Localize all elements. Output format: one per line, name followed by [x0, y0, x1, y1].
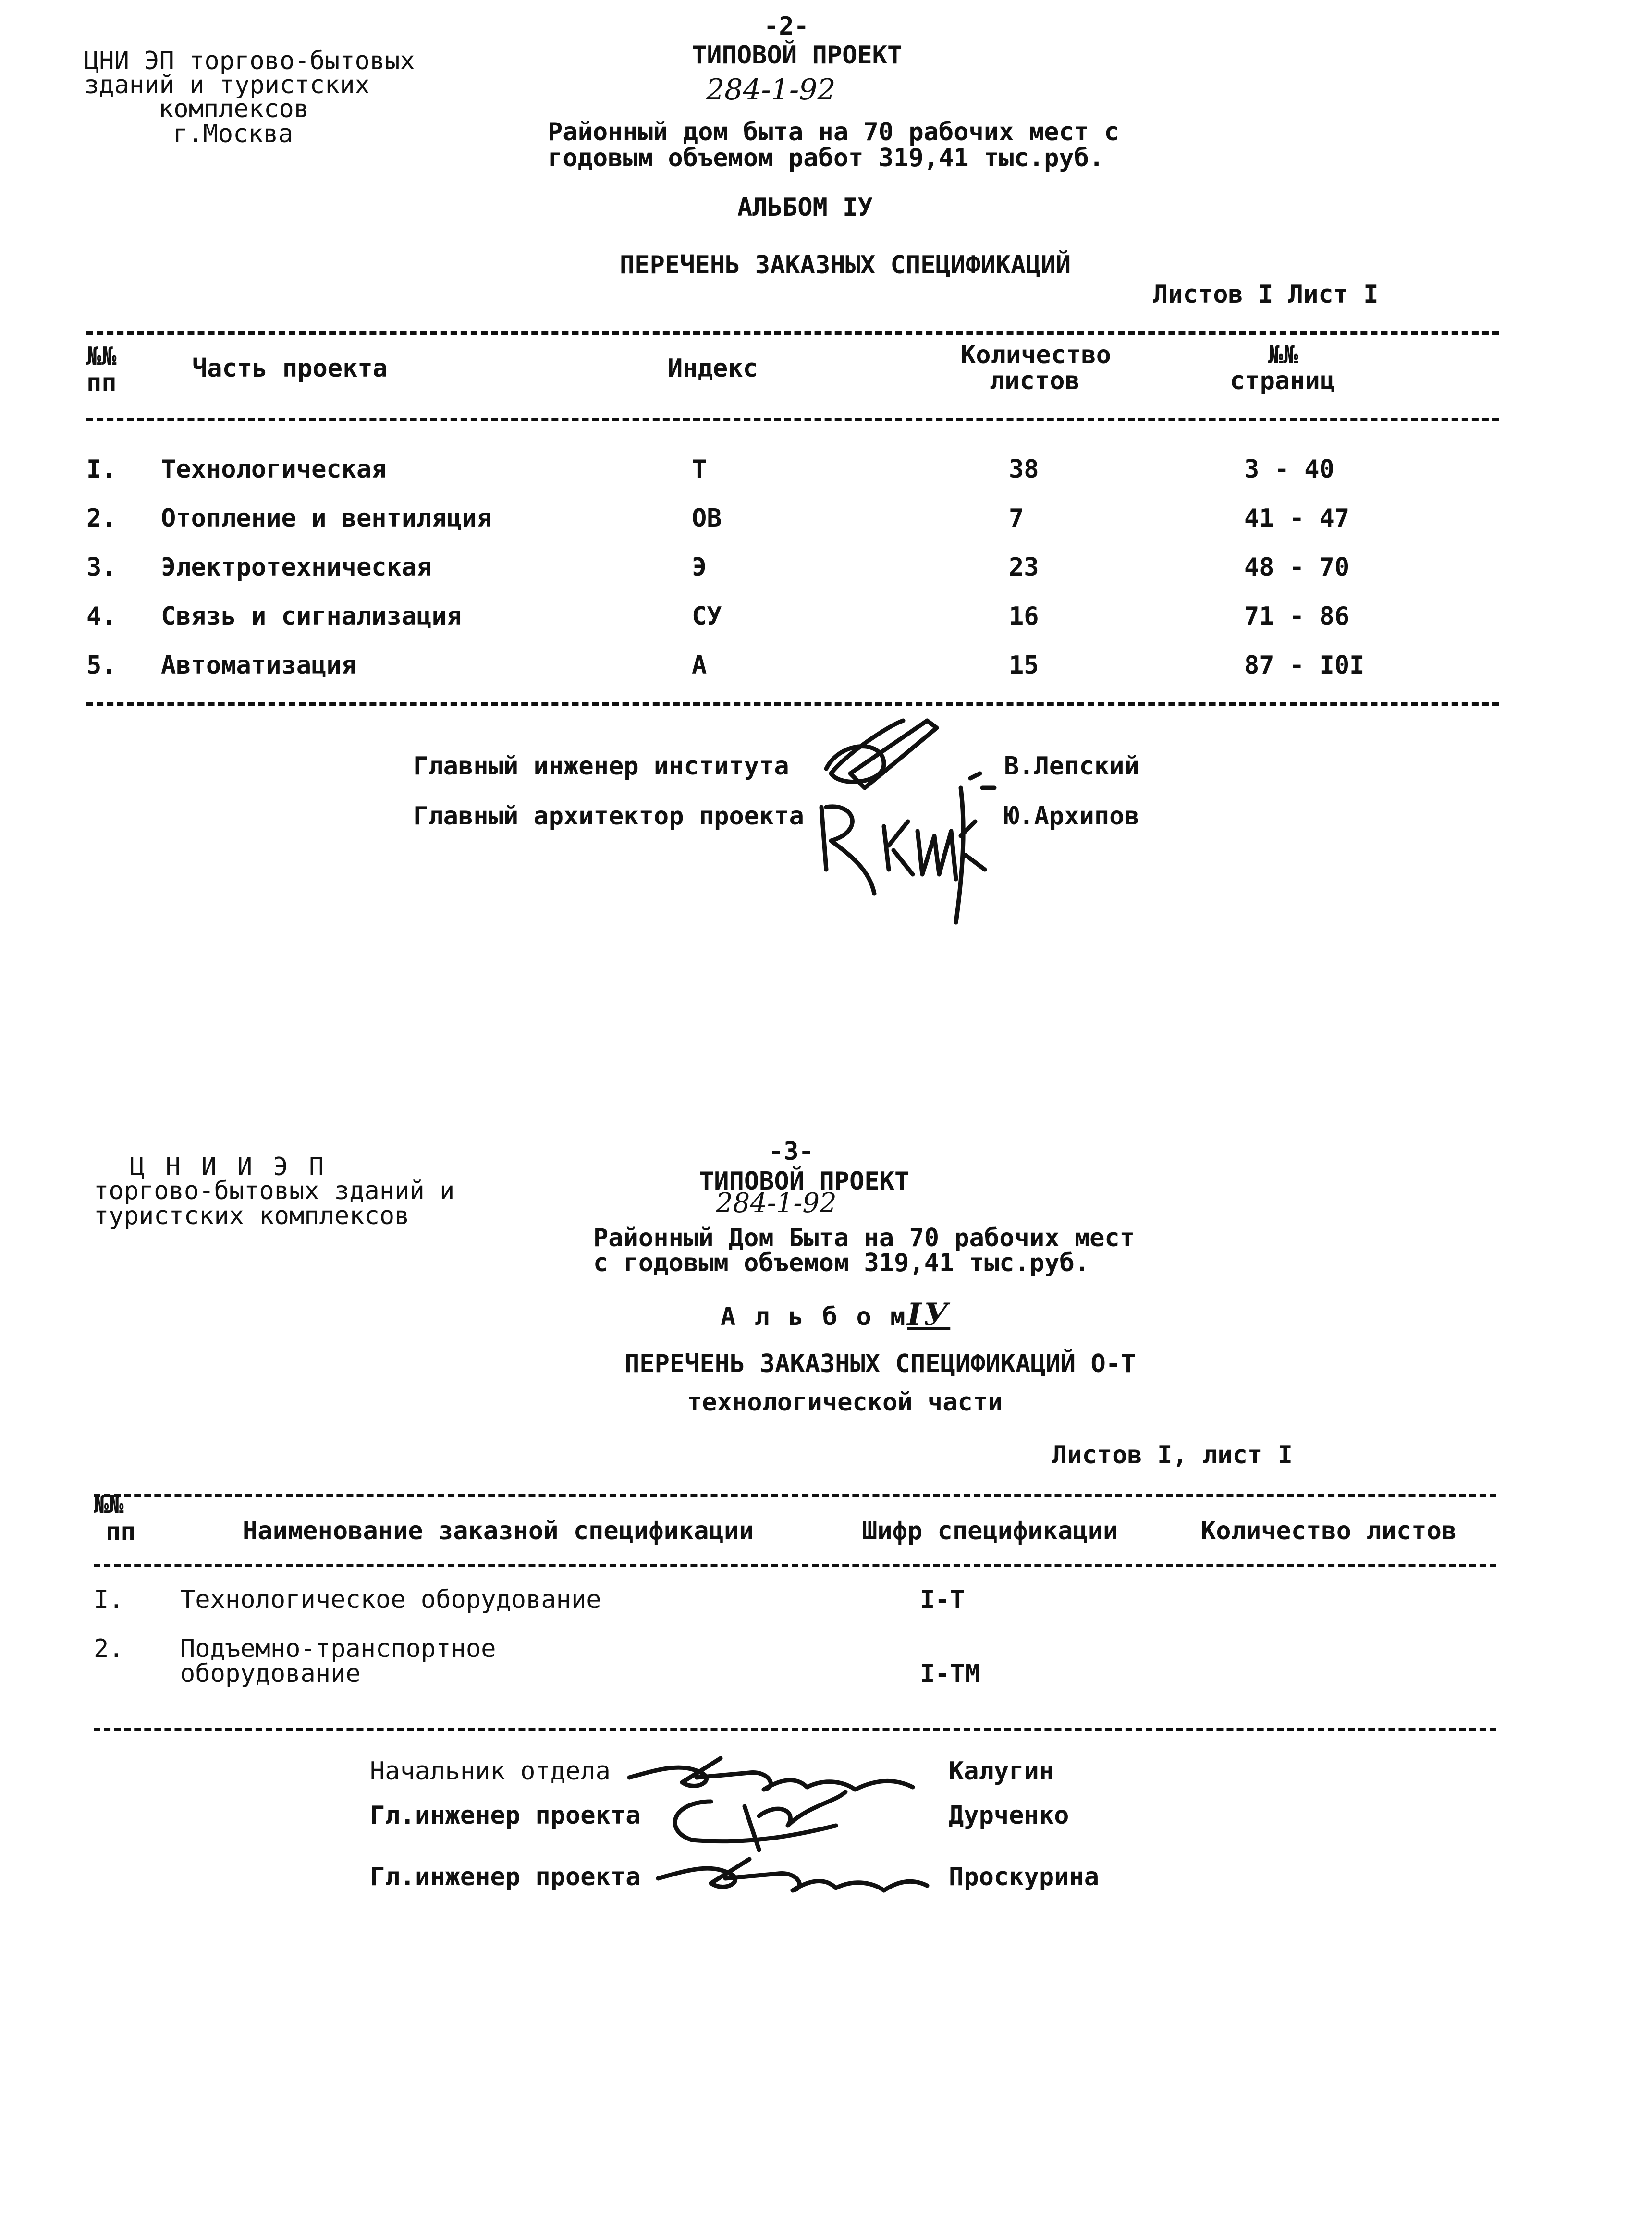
row-code: I-Т [920, 1585, 965, 1614]
row-part: Электротехническая [161, 553, 432, 582]
row-name: Подъемно-транспортное [180, 1634, 496, 1663]
description-line: Районный Дом Быта на 70 рабочих мест [593, 1224, 1135, 1252]
table-rule [94, 1494, 1496, 1497]
description-line: с годовым объемом 319,41 тыс.руб. [593, 1249, 1090, 1277]
album-title [721, 1297, 951, 1333]
row-part: Связь и сигнализация [161, 602, 462, 631]
row-pages: 87 - I0I [1244, 651, 1365, 680]
project-type: ТИПОВОЙ ПРОЕКТ [699, 1167, 910, 1196]
row-index: Т [692, 455, 707, 484]
header-name: Наименование заказной спецификации [243, 1517, 754, 1545]
list-title: ПЕРЕЧЕНЬ ЗАКАЗНЫХ СПЕЦИФИКАЦИЙ [620, 251, 1071, 280]
row-index: СУ [692, 602, 722, 631]
table-rule [86, 702, 1499, 706]
row-pages: 41 - 47 [1244, 504, 1350, 533]
project-code: 284-1-92 [706, 73, 836, 107]
signature-role: Гл.инженер проекта [370, 1801, 641, 1830]
org-line: торгово-бытовых зданий и [94, 1177, 455, 1205]
signature-role: Главный архитектор проекта [413, 802, 804, 831]
header-num: №№ [94, 1490, 124, 1519]
row-part: Автоматизация [161, 651, 356, 680]
project-code: 284-1-92 [716, 1188, 837, 1219]
row-qty: 7 [1009, 504, 1024, 533]
signature-role: Гл.инженер проекта [370, 1863, 641, 1891]
album-title: АЛЬБОМ IУ [737, 193, 873, 222]
header-num: пп [106, 1518, 136, 1546]
row-qty: 15 [1009, 651, 1039, 680]
org-line: туристских комплексов [94, 1202, 410, 1230]
page-number: -3- [769, 1137, 814, 1166]
row-code: I-ТМ [920, 1659, 980, 1688]
table-rule [86, 418, 1499, 421]
signature-name: Дурченко [949, 1801, 1069, 1830]
row-part: Отопление и вентиляция [161, 504, 492, 533]
row-name: оборудование [180, 1659, 361, 1688]
row-pages: 48 - 70 [1244, 553, 1350, 582]
header-part: Часть проекта [192, 354, 388, 383]
signature-role: Начальник отдела [370, 1757, 611, 1786]
table-rule [94, 1564, 1496, 1567]
description-line: годовым объемом работ 319,41 тыс.руб. [548, 144, 1104, 172]
header-pages: страниц [1230, 367, 1335, 395]
row-num: I. [86, 455, 117, 484]
row-num: 2. [94, 1634, 124, 1663]
signature-name: Проскурина [949, 1863, 1100, 1891]
signature-name: Ю.Архипов [1004, 802, 1139, 831]
signature-role: Главный инженер института [413, 752, 789, 781]
header-code: Шифр спецификации [862, 1517, 1118, 1545]
album-number: IУ [907, 1297, 951, 1333]
handwritten-signature [653, 1787, 884, 1859]
list-subtitle: технологической части [687, 1388, 1003, 1417]
header-qty: Количество [961, 341, 1112, 369]
description-line: Районный дом быта на 70 рабочих мест с [548, 118, 1119, 147]
sheet-count: Листов I Лист I [1153, 280, 1379, 309]
header-qty: Количество листов [1201, 1517, 1457, 1545]
row-name: Технологическое оборудование [180, 1585, 601, 1614]
table-rule [86, 331, 1499, 335]
page-number: -2- [764, 12, 809, 41]
row-pages: 71 - 86 [1244, 602, 1350, 631]
list-title: ПЕРЕЧЕНЬ ЗАКАЗНЫХ СПЕЦИФИКАЦИЙ О-Т [624, 1349, 1136, 1378]
row-qty: 38 [1009, 455, 1039, 484]
header-num: №№ [86, 342, 117, 371]
handwritten-signature [653, 1850, 932, 1902]
row-index: Э [692, 553, 707, 582]
org-line: Ц Н И И Э П [130, 1153, 327, 1181]
org-line: зданий и туристских [84, 71, 370, 99]
row-num: 3. [86, 553, 117, 582]
project-type: ТИПОВОЙ ПРОЕКТ [692, 41, 903, 70]
table-rule [94, 1728, 1496, 1731]
org-line: ЦНИ ЭП торгово-бытовых [84, 47, 415, 75]
header-num: пп [86, 368, 117, 397]
row-num: 4. [86, 602, 117, 631]
row-num: I. [94, 1585, 124, 1614]
row-qty: 23 [1009, 553, 1039, 582]
signature-name: Калугин [949, 1757, 1054, 1786]
handwritten-signature [812, 711, 1004, 932]
header-qty: листов [990, 367, 1080, 395]
row-num: 5. [86, 651, 117, 680]
row-qty: 16 [1009, 602, 1039, 631]
row-index: А [692, 651, 707, 680]
album-label: А л ь б о м [721, 1302, 907, 1331]
header-pages: №№ [1268, 341, 1298, 369]
org-line: г.Москва [173, 120, 294, 148]
row-part: Технологическая [161, 455, 387, 484]
signature-name: В.Лепский [1004, 752, 1139, 781]
row-index: ОВ [692, 504, 722, 533]
sheet-count: Листов I, лист I [1052, 1441, 1293, 1470]
row-pages: 3 - 40 [1244, 455, 1334, 484]
org-line: комплексов [159, 95, 309, 123]
header-index: Индекс [668, 354, 758, 383]
row-num: 2. [86, 504, 117, 533]
